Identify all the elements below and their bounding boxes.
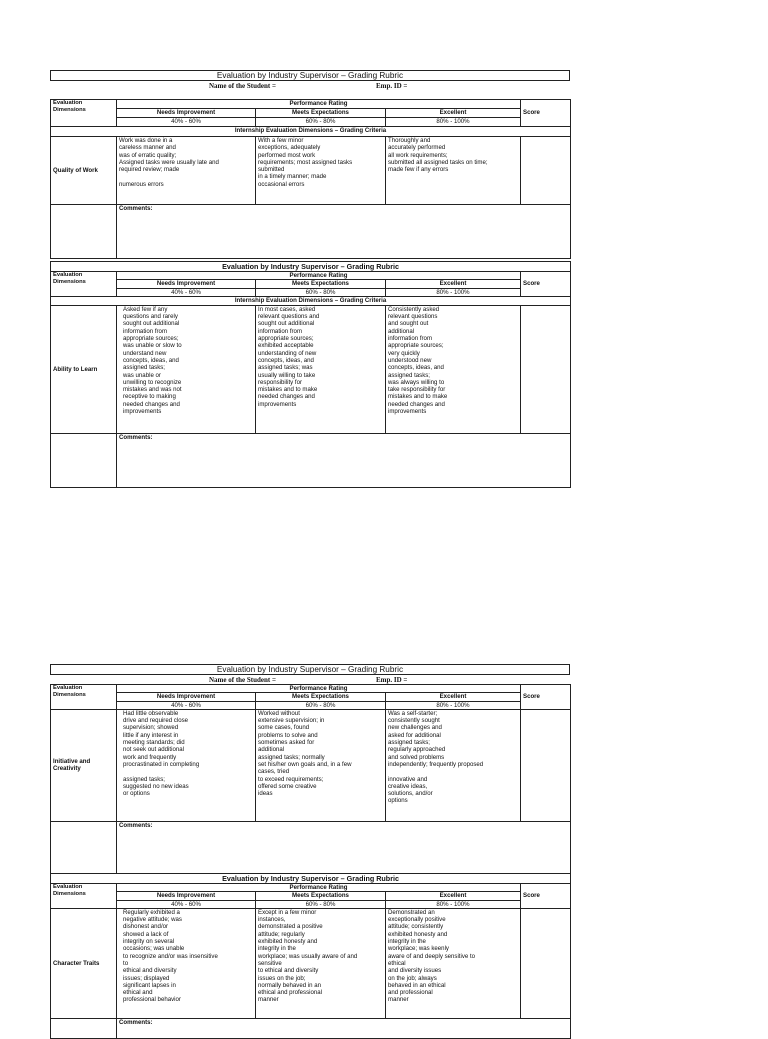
- grading-criteria-header: Internship Evaluation Dimensions – Grading Criteria: [51, 296, 571, 305]
- performance-rating-header: Performance Rating: [117, 272, 521, 280]
- section-title: Evaluation by Industry Supervisor – Grading Rubric: [51, 874, 571, 884]
- comments-field[interactable]: Comments:: [117, 433, 571, 487]
- meets-expectations-header: Meets Expectations: [256, 109, 386, 118]
- excellent-header: Excellent: [386, 892, 521, 900]
- grading-criteria-header: Internship Evaluation Dimensions – Grading Criteria: [51, 127, 571, 137]
- excellent-range: 80% - 100%: [386, 118, 521, 127]
- excellent-range: 80% - 100%: [386, 701, 521, 709]
- dimension-name: Initiative and Creativity: [51, 709, 117, 821]
- needs-improvement-description: Regularly exhibited a negative attitude; was dishonest and/or showed a lack of integrity on several occasions; was unable to recognize and/or was insensitive to ethical and diversity issues; displayed significant lapses in ethical and professional behavior: [117, 908, 256, 1018]
- rubric-table-ability-to-learn: [50, 261, 571, 488]
- meets-expectations-header: Meets Expectations: [256, 280, 386, 288]
- needs-improvement-header: Needs Improvement: [117, 109, 256, 118]
- dimension-name: Quality of Work: [51, 137, 117, 205]
- eval-dimensions-header: Evaluation Dimensions: [51, 884, 117, 909]
- comments-field[interactable]: Comments:: [117, 1018, 571, 1038]
- meets-range: 60% - 80%: [256, 900, 386, 908]
- score-cell[interactable]: [521, 709, 571, 821]
- emp-id-label: Emp. ID =: [376, 82, 408, 90]
- excellent-description: Thoroughly and accurately performed all work requirements; submitted all assigned tasks on time; made few if any errors: [386, 137, 521, 205]
- needs-range: 40% - 60%: [117, 701, 256, 709]
- needs-improvement-header: Needs Improvement: [117, 892, 256, 900]
- comments-field[interactable]: Comments:: [117, 821, 571, 873]
- student-name-label: Name of the Student =: [209, 676, 276, 684]
- score-cell[interactable]: [521, 305, 571, 433]
- comments-field[interactable]: Comments:: [117, 205, 571, 259]
- score-header: Score: [521, 685, 571, 710]
- section-title: Evaluation by Industry Supervisor – Grading Rubric: [51, 262, 571, 272]
- meets-expectations-header: Meets Expectations: [256, 892, 386, 900]
- score-cell[interactable]: [521, 137, 571, 205]
- needs-range: 40% - 60%: [117, 118, 256, 127]
- excellent-header: Excellent: [386, 109, 521, 118]
- excellent-description: Demonstrated an exceptionally positive attitude; consistently exhibited honesty and integrity in the workplace; was keenly aware of and deeply sensitive to ethical and diversity issues on the job; always behaved in an ethical and professional manner: [386, 908, 521, 1018]
- score-cell[interactable]: [521, 908, 571, 1018]
- eval-dimensions-header: Evaluation Dimensions: [51, 100, 117, 127]
- emp-id-label: Emp. ID =: [376, 676, 408, 684]
- needs-improvement-header: Needs Improvement: [117, 693, 256, 701]
- needs-improvement-description: Work was done in a careless manner and was of erratic quality; Assigned tasks were usually late and required review; made numerous errors: [117, 137, 256, 205]
- score-header: Score: [521, 884, 571, 909]
- meets-range: 60% - 80%: [256, 118, 386, 127]
- excellent-description: Was a self-starter; consistently sought new challenges and asked for additional assigned tasks; regularly approached and solved problems independently; frequently proposed innovative and creative ideas, solutions, and/or options: [386, 709, 521, 821]
- excellent-description: Consistently asked relevant questions and sought out additional information from appropriate sources; very quickly understood new concepts, ideas, and assigned tasks; was always willing to take responsibility for mistakes and to make needed changes and improvements: [386, 305, 521, 433]
- score-header: Score: [521, 272, 571, 297]
- meets-expectations-description: Except in a few minor instances, demonstrated a positive attitude; regularly exhibited honesty and integrity in the workplace; was usually aware of and sensitive to ethical and diversity issues on the job; normally behaved in an ethical and professional manner: [256, 908, 386, 1018]
- meets-range: 60% - 80%: [256, 701, 386, 709]
- rubric-table-initiative-and-creativity: [50, 684, 571, 874]
- needs-range: 40% - 60%: [117, 288, 256, 296]
- dimension-name: Ability to Learn: [51, 305, 117, 433]
- rubric-table-character-traits: [50, 873, 571, 1039]
- eval-dimensions-header: Evaluation Dimensions: [51, 272, 117, 297]
- performance-rating-header: Performance Rating: [117, 100, 521, 109]
- rubric-table-quality-of-work: [50, 99, 571, 259]
- meets-expectations-description: In most cases, asked relevant questions and sought out additional information from appropriate sources; exhibited acceptable understanding of new concepts, ideas, and assigned tasks; was usually willing to take responsibility for mistakes and to make needed changes and improvements: [256, 305, 386, 433]
- student-name-label: Name of the Student =: [209, 82, 276, 90]
- needs-improvement-description: Asked few if any questions and rarely sought out additional information from appropriate sources; was unable or slow to understand new concepts, ideas, and assigned tasks; was unable or unwilling to recognize mistakes and was not receptive to making needed changes and improvements: [117, 305, 256, 433]
- needs-range: 40% - 60%: [117, 900, 256, 908]
- needs-improvement-description: Had little observable drive and required close supervision; showed little if any interest in meeting standards; did not seek out additional work and frequently procrastinated in completing assigned tasks; suggested no new ideas or options: [117, 709, 256, 821]
- excellent-range: 80% - 100%: [386, 288, 521, 296]
- excellent-header: Excellent: [386, 280, 521, 288]
- page-title: Evaluation by Industry Supervisor – Grading Rubric: [50, 664, 570, 675]
- meets-expectations-description: With a few minor exceptions, adequately performed most work requirements; most assigned tasks submitted in a timely manner; made occasional errors: [256, 137, 386, 205]
- meets-range: 60% - 80%: [256, 288, 386, 296]
- performance-rating-header: Performance Rating: [117, 685, 521, 693]
- meets-expectations-header: Meets Expectations: [256, 693, 386, 701]
- excellent-range: 80% - 100%: [386, 900, 521, 908]
- needs-improvement-header: Needs Improvement: [117, 280, 256, 288]
- eval-dimensions-header: Evaluation Dimensions: [51, 685, 117, 710]
- meets-expectations-description: Worked without extensive supervision; in some cases, found problems to solve and sometimes asked for additional assigned tasks; normally set his/her own goals and, in a few cases, tried to exceed requirements; offered some creative ideas: [256, 709, 386, 821]
- performance-rating-header: Performance Rating: [117, 884, 521, 892]
- page-title: Evaluation by Industry Supervisor – Grading Rubric: [50, 70, 570, 81]
- excellent-header: Excellent: [386, 693, 521, 701]
- score-header: Score: [521, 100, 571, 127]
- dimension-name: Character Traits: [51, 908, 117, 1018]
